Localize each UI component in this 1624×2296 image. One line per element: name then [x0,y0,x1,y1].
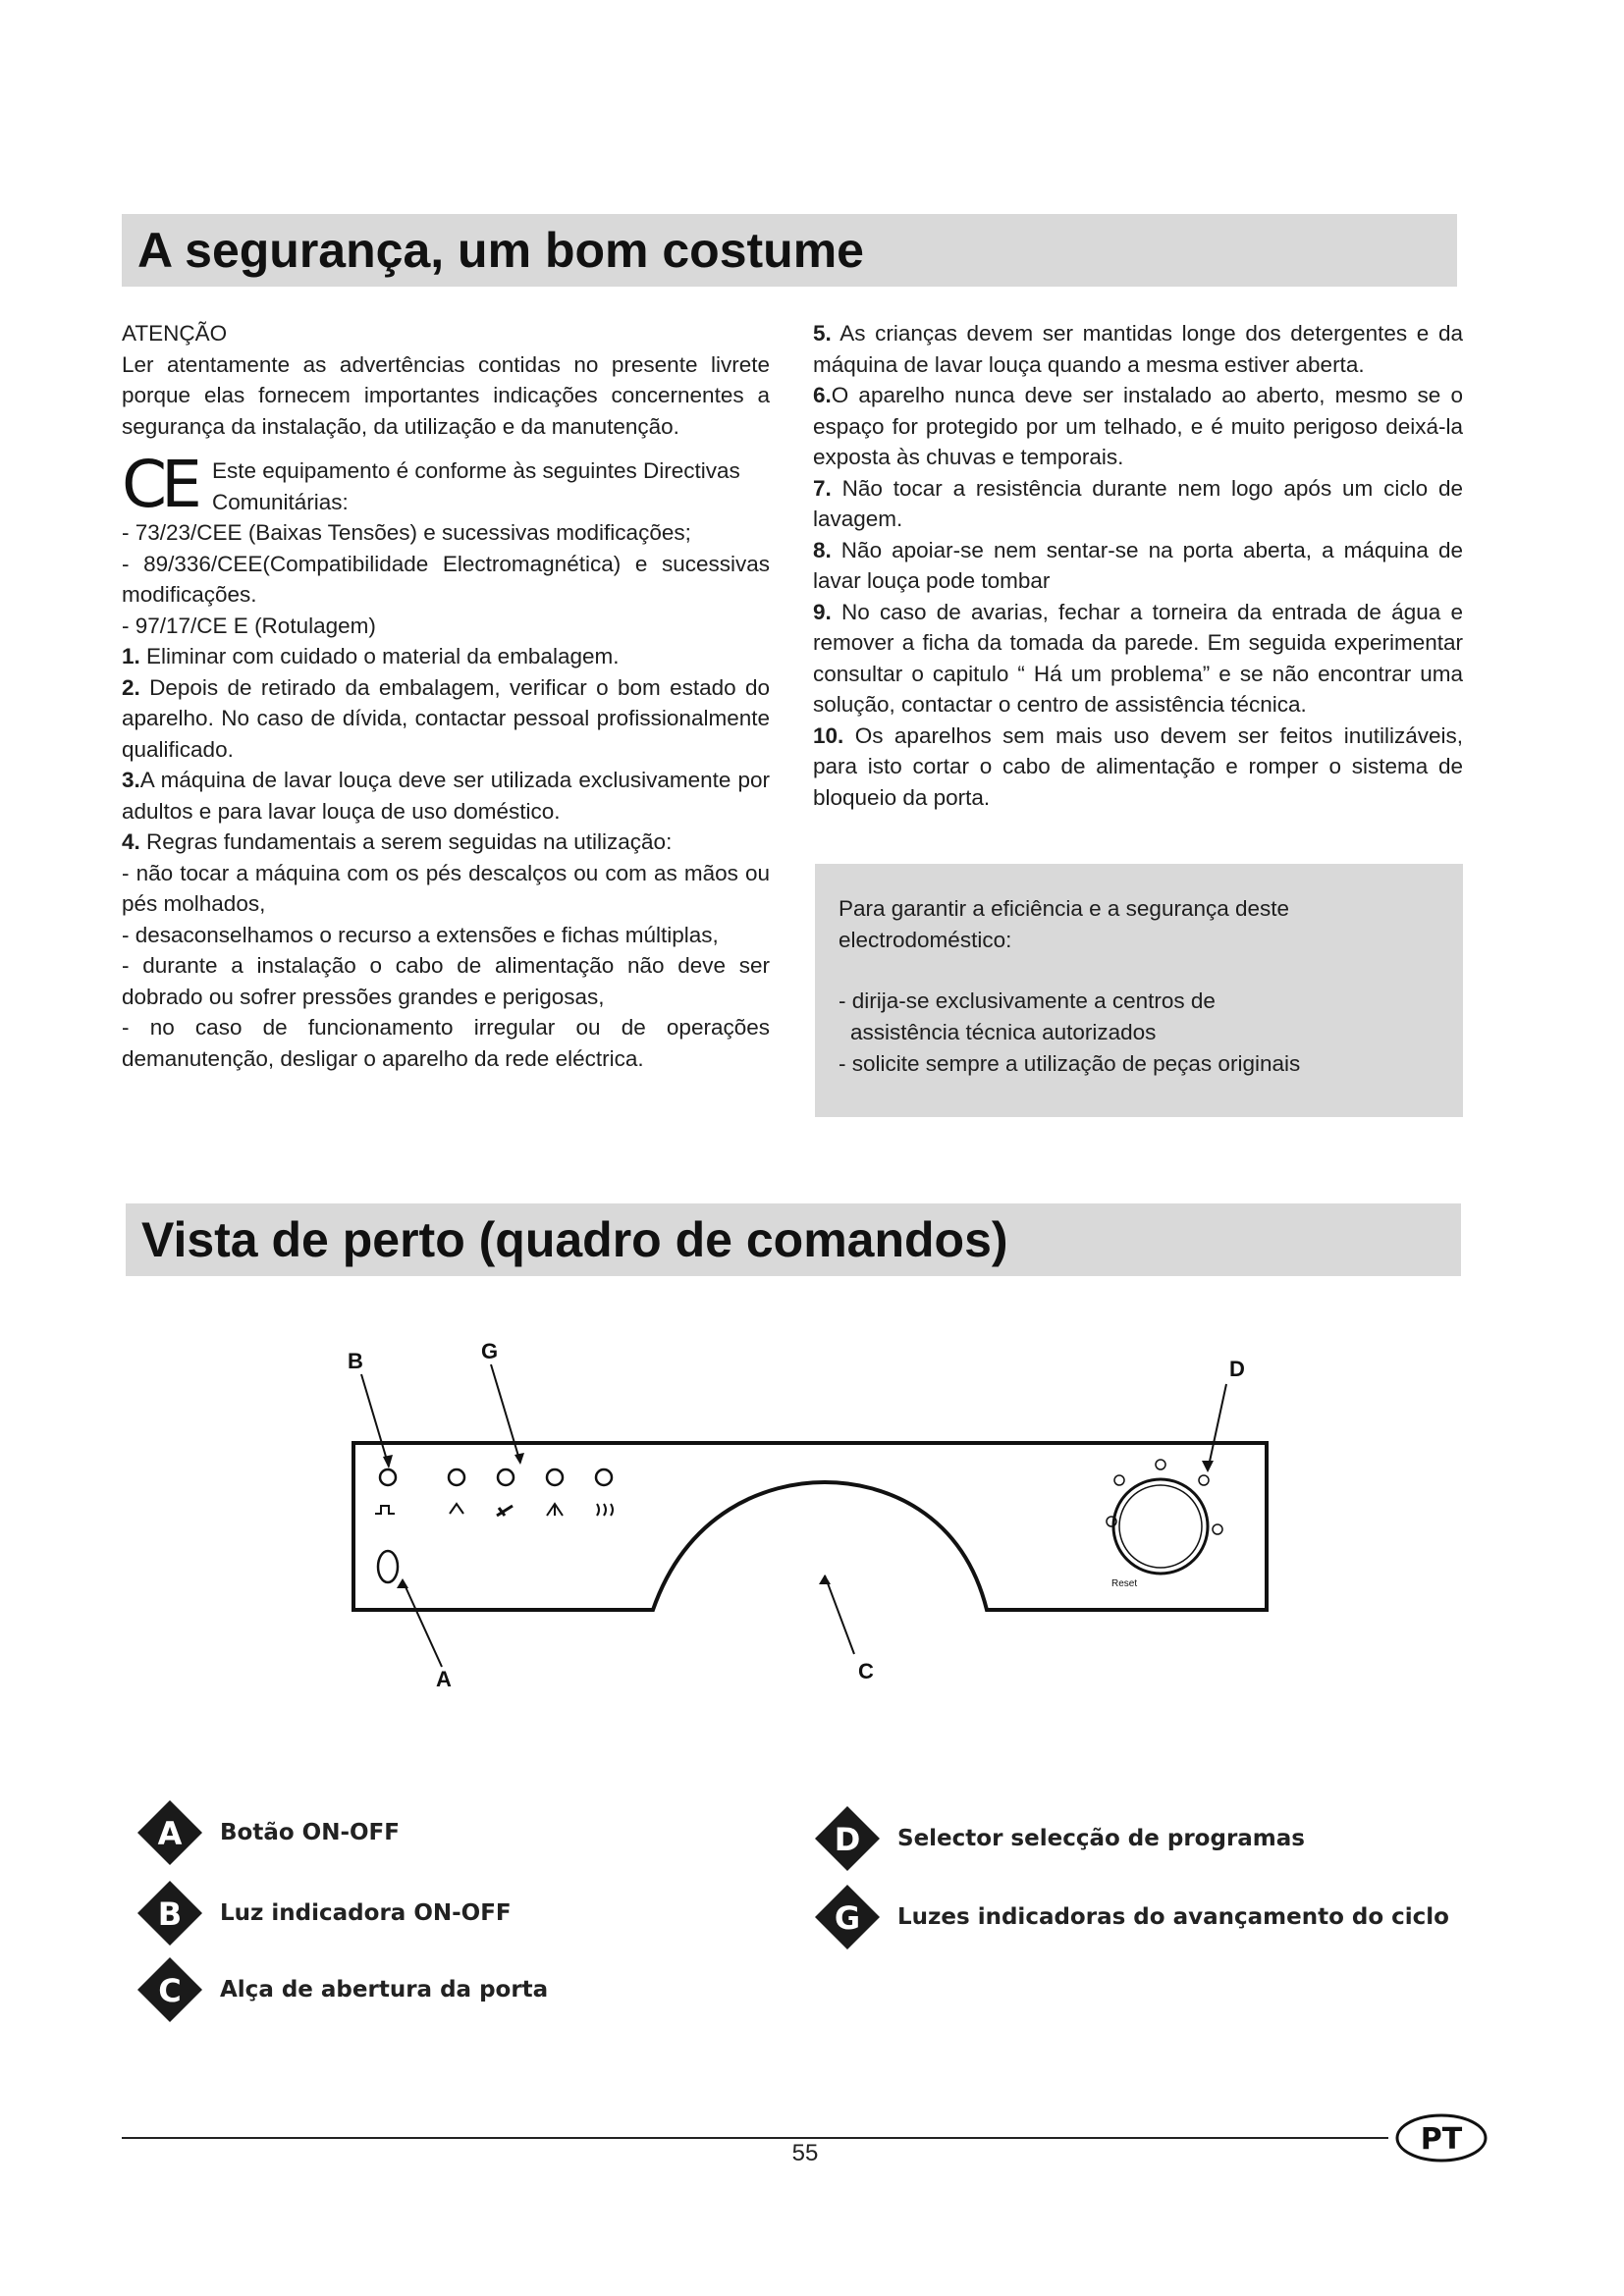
safety-right-column [813,318,1463,813]
safety-item-5 [813,318,1463,380]
legend-item-d [813,1804,1305,1873]
item-text: Não apoiar-se nem sentar-se na porta aberta, a máquina de lavar louça pode tombar [813,537,1463,593]
country-badge-icon [1394,2112,1489,2163]
intro-paragraph: Ler atentamente as advertências contidas no presente livrete porque elas fornecem importantes indicações concernentes a segurança da instalação, da utilização e da manutenção. [122,351,770,439]
legend-text: Luz indicadora ON-OFF [220,1900,512,1926]
legend-item-b [135,1879,512,1948]
item-text: As crianças devem ser mantidas longe dos detergentes e da máquina de lavar louça quando a mesma estiver aberta. [813,321,1463,377]
footer-divider [122,2137,1388,2139]
safety-item-9 [813,597,1463,721]
reset-label: Reset [1111,1578,1138,1589]
letter-c-badge-icon [135,1955,204,2024]
item-number: 10. [813,722,844,748]
safety-item-8 [813,535,1463,597]
letter-d-badge-icon [813,1804,882,1873]
ce-declaration [122,447,770,522]
item-text: Eliminar com cuidado o material da embalagem. [139,644,620,668]
diagram-label-a: A [436,1667,452,1691]
safety-left-column [122,318,770,1074]
item-number: 5. [813,321,832,346]
item-number: 6. [813,383,832,407]
service-info-box [815,864,1463,1117]
info-box-line: assistência técnica autorizados [850,1020,1157,1044]
rule-item: - no caso de funcionamento irregular ou de operações demanutenção, desligar o aparelho da rede eléctrica. [122,1015,770,1071]
safety-item-7 [813,473,1463,535]
ce-text: Este equipamento é conforme às seguintes Directivas Comunitárias: [212,458,740,514]
svg-text:D: D [834,1821,861,1858]
svg-text:G: G [834,1899,861,1937]
item-number: 3. [122,768,140,792]
safety-item-2 [122,672,770,766]
directive-item: - 89/336/CEE(Compatibilidade Electromagnética) e sucessivas modificações. [122,551,770,607]
section-title-control-panel: Vista de perto (quadro de comandos) [126,1203,1461,1276]
legend-item-a [135,1798,400,1867]
directive-item: - 73/23/CEE (Baixas Tensões) e sucessivas modificações; [122,520,691,545]
item-text: Os aparelhos sem mais uso devem ser feitos inutilizáveis, para isto cortar o cabo de alimentação e romper o sistema de bloqueio da porta. [813,722,1463,810]
rule-item: - durante a instalação o cabo de alimentação não deve ser dobrado ou sofrer pressões grandes e perigosas, [122,953,770,1009]
info-box-line: - solicite sempre a utilização de peças originais [839,1051,1301,1076]
item-number: 9. [813,599,832,624]
letter-g-badge-icon [813,1883,882,1951]
item-text: O aparelho nunca deve ser instalado ao aberto, mesmo se o espaço for protegido por um telhado, e é muito perigoso deixá-la exposta às chuvas e temporais. [813,383,1463,469]
item-number: 8. [813,537,832,562]
letter-a-badge-icon [135,1798,204,1867]
item-number: 4. [122,829,140,854]
legend-text: Alça de abertura da porta [220,1977,549,2002]
section-title-safety: A segurança, um bom costume [122,214,1457,287]
diagram-label-g: G [481,1339,499,1363]
safety-item-10 [813,721,1463,814]
item-number: 2. [122,674,140,700]
diagram-label-c: C [858,1659,874,1683]
legend-item-g [813,1883,1449,1951]
ce-mark-icon: CE [122,447,196,522]
rule-item: - desaconselhamos o recurso a extensões e fichas múltiplas, [122,922,719,947]
svg-text:A: A [157,1815,183,1852]
legend-text: Selector selecção de programas [897,1826,1305,1851]
info-box-intro: Para garantir a eficiência e a segurança deste electrodoméstico: [839,896,1290,952]
legend-text: Botão ON-OFF [220,1820,400,1845]
item-text: Regras fundamentais a serem seguidas na utilização: [139,829,673,854]
item-text: Depois de retirado da embalagem, verificar o bom estado do aparelho. No caso de dívida, contactar pessoal profissionalmente qualificado. [122,674,770,762]
item-text: A máquina de lavar louça deve ser utilizada exclusivamente por adultos e para lavar louça de uso doméstico. [122,768,770,824]
letter-b-badge-icon [135,1879,204,1948]
diagram-label-b: B [348,1349,363,1373]
item-number: 1. [122,644,140,668]
safety-item-1 [122,641,770,672]
rule-item: - não tocar a máquina com os pés descalços ou com as mãos ou pés molhados, [122,860,770,916]
svg-text:C: C [158,1972,182,2009]
program-knob-icon [1113,1479,1208,1574]
page-number: 55 [791,2140,819,2166]
directive-item: - 97/17/CE E (Rotulagem) [122,613,376,638]
legend-text: Luzes indicadoras do avançamento do ciclo [897,1904,1449,1930]
safety-item-3 [122,765,770,827]
safety-item-6 [813,380,1463,473]
item-number: 7. [813,475,832,501]
diagram-label-d: D [1229,1357,1245,1381]
svg-text:PT: PT [1420,2122,1463,2157]
control-panel-diagram [334,1335,1296,1708]
info-box-line: - dirija-se exclusivamente a centros de [839,988,1216,1013]
safety-item-4 [122,827,770,858]
item-text: No caso de avarias, fechar a torneira da entrada de água e remover a ficha da tomada da parede. Em seguida experimentar consultar o capitulo “ Há um problema” e se não encontrar uma solução, contactar o centro de assistência técnica. [813,599,1463,717]
legend-item-c [135,1955,548,2024]
svg-text:B: B [157,1896,183,1933]
item-text: Não tocar a resistência durante nem logo após um ciclo de lavagem. [813,475,1463,531]
attention-heading: ATENÇÃO [122,321,228,346]
